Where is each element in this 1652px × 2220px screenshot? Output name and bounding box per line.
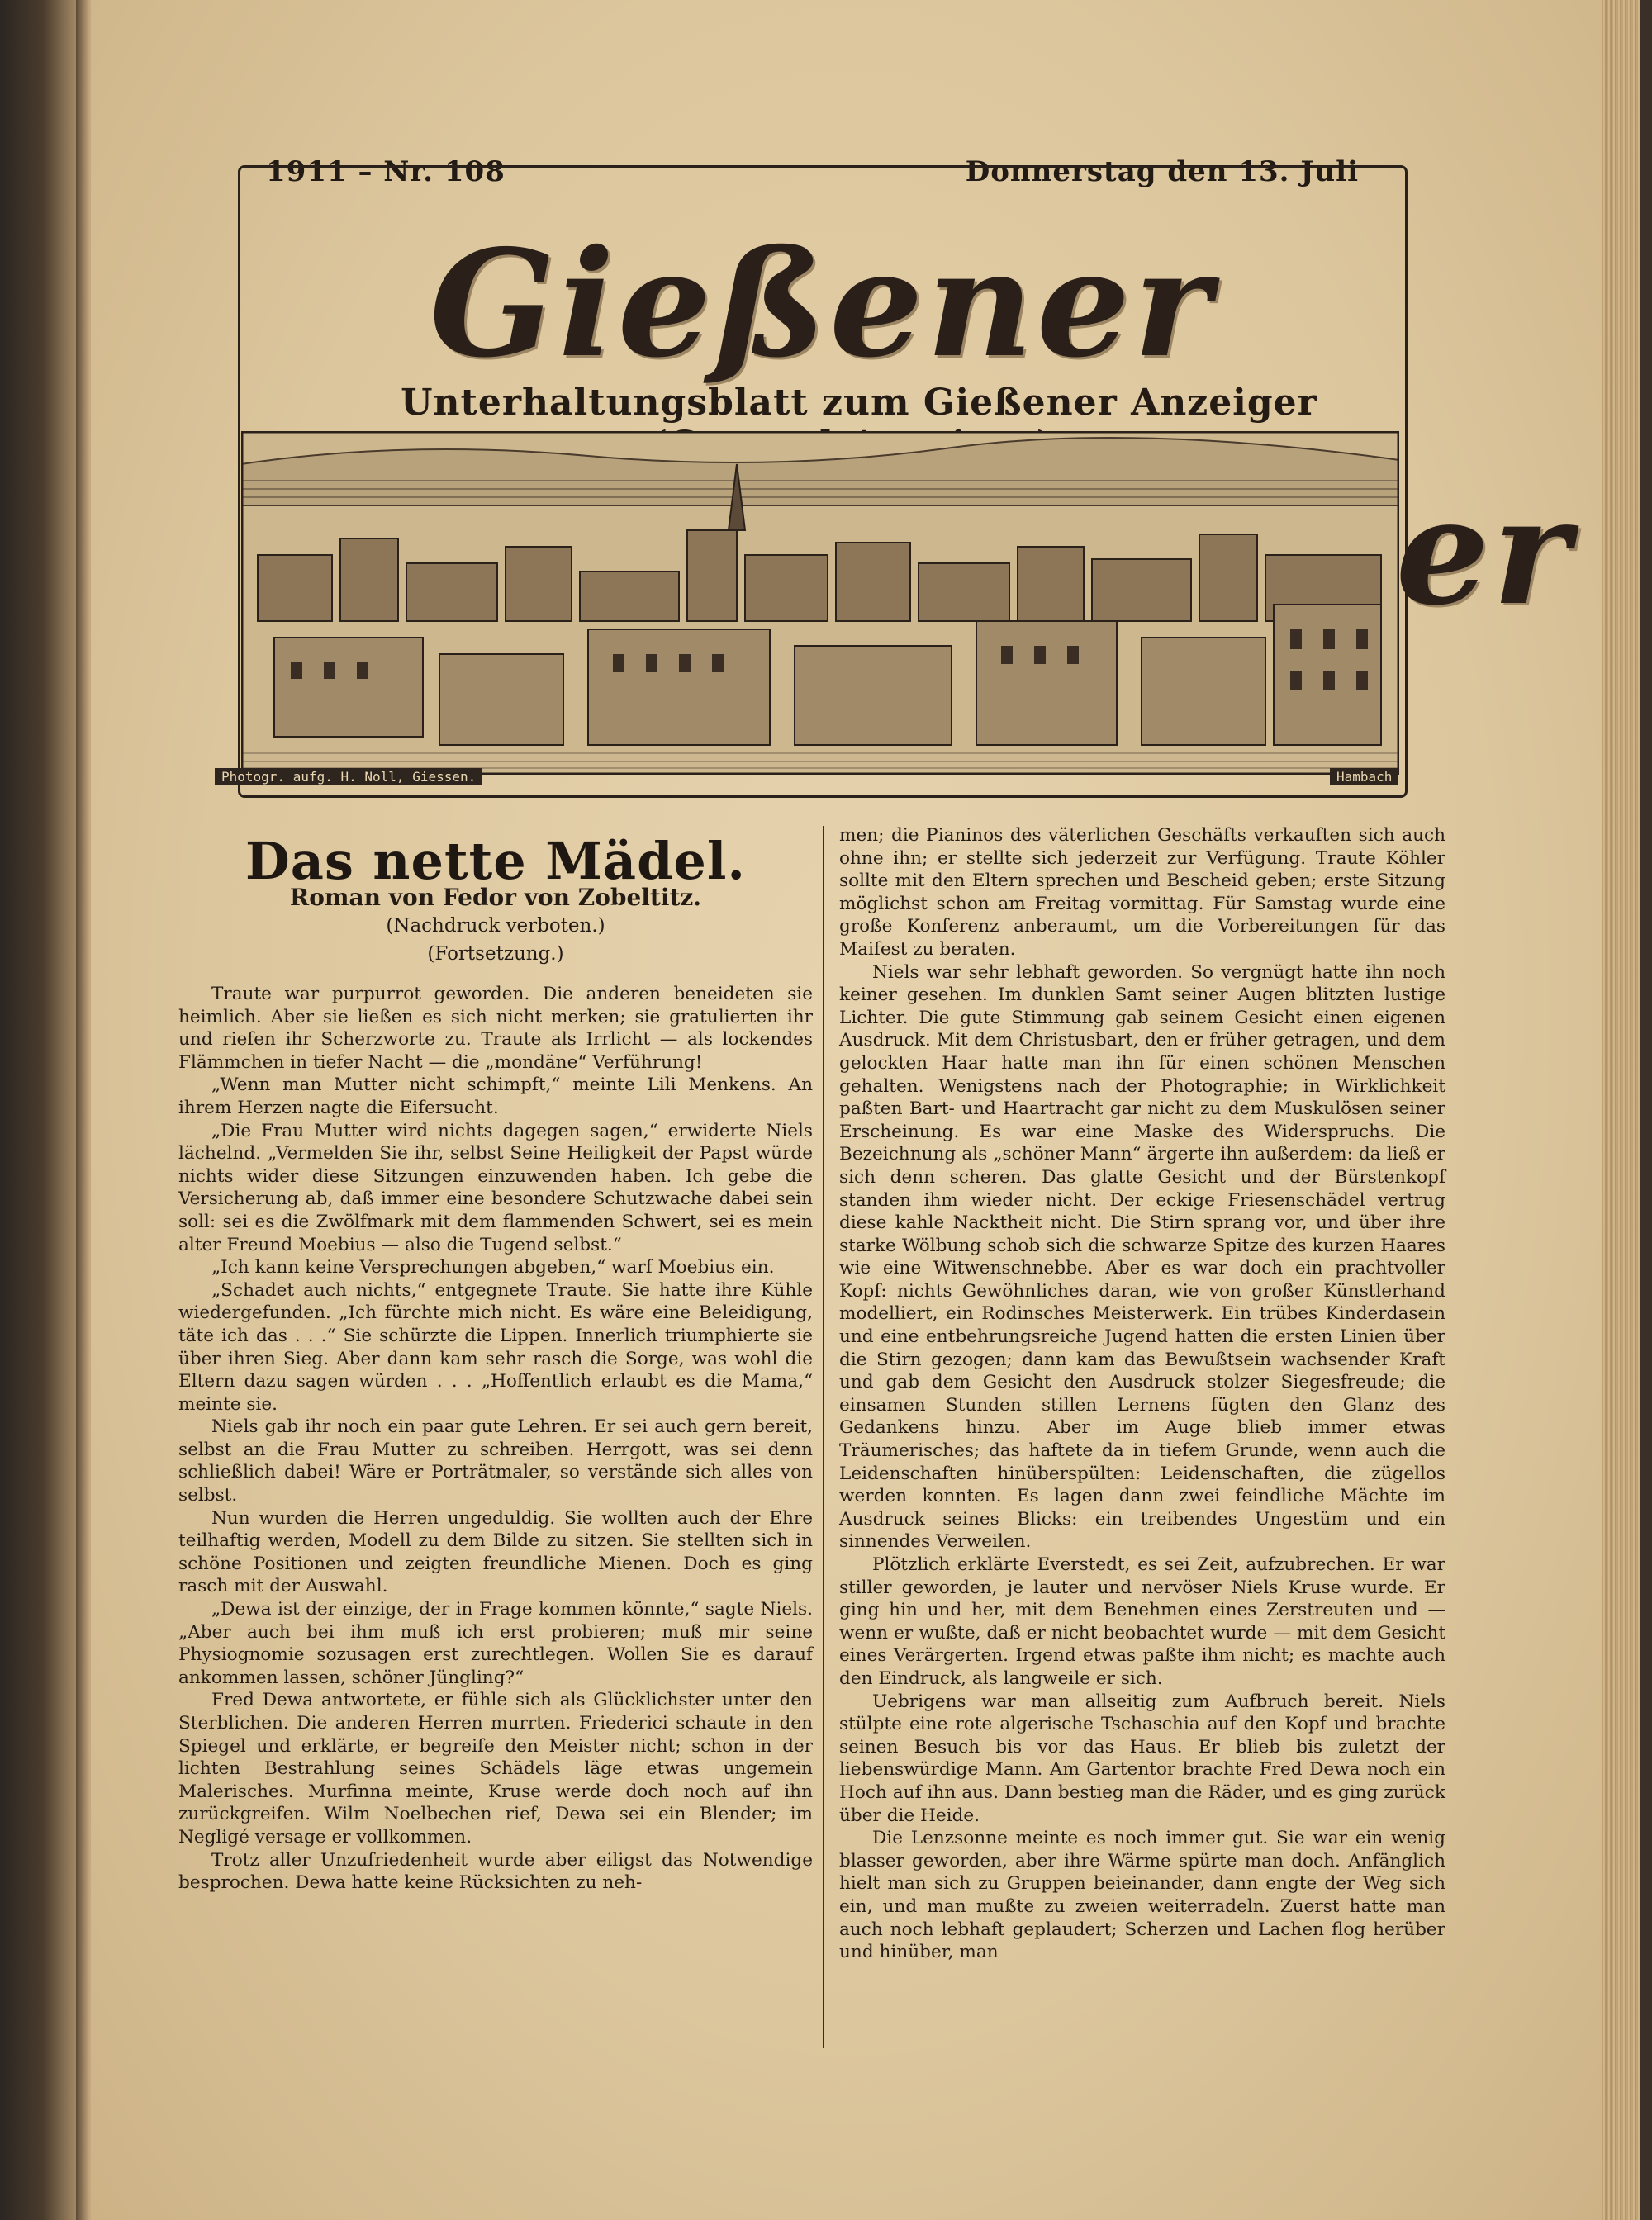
left-column <box>178 983 813 1895</box>
paragraph: men; die Pianinos des väterlichen Geschäfts verkauften sich auch ohne ihn; er stellte sich jederzeit zur Verfügung. Traute Köhler sollte mit den Eltern sprechen und Bescheid geben; erste Sitzung möglichst schon am Freitag vormittag. Für Samstag wurde eine große Konferenz anberaumt, um die Vorbereitungen für das Maifest zu beraten. <box>839 825 1446 960</box>
paragraph: Plötzlich erklärte Everstedt, es sei Zeit, aufzubrechen. Er war stiller geworden, je lauter und nervöser Niels Kruse wurde. Er ging hin und her, mit dem Benehmen eines Zerstreuten und — wenn er wußte, daß er nicht beobachtet wurde — mit dem Gesicht eines Verärgerten. Irgend etwas paßte ihm nicht; es machte auch den Eindruck, als langweile er sich. <box>839 1554 1446 1689</box>
issue-number: 1911 – Nr. 108 <box>266 155 506 188</box>
page-stack-edges <box>1602 0 1652 2220</box>
paragraph: Niels gab ihr noch ein paar gute Lehren. Er sei auch gern bereit, selbst an die Frau Mutter zu schreiben. Herrgott, was sei denn schließlich dabei! Wäre er Porträtmaler, so verstände sich alles von selbst. <box>178 1416 813 1506</box>
masthead-subtitle: Unterhaltungsblatt zum Gießener Anzeiger <box>401 382 1317 424</box>
continuation-note: (Fortsetzung.) <box>427 943 564 965</box>
paragraph: Die Lenzsonne meinte es noch immer gut. Sie war ein wenig blasser geworden, aber ihre Wärme spürte man doch. Anfänglich hielt man sich zu Gruppen beieinander, dann engte der Weg sich ein, und man mußte zu zweien weiterradeln. Zuerst hatte man auch noch lebhaft geplaudert; Scherzen und Lachen flog herüber und hinüber, man <box>839 1828 1446 1963</box>
issue-date: Donnerstag den 13. Juli <box>965 155 1359 188</box>
city-engraving <box>241 431 1399 775</box>
copyright-note: (Nachdruck verboten.) <box>386 915 605 937</box>
paragraph: Trotz aller Unzufriedenheit wurde aber eiligst das Notwendige besprochen. Dewa hatte keine Rücksichten zu neh- <box>178 1849 813 1894</box>
engraver-credit: Hambach <box>1330 768 1398 785</box>
masthead-title: Gießener <box>430 217 1214 390</box>
paragraph: Nun wurden die Herren ungeduldig. Sie wollten auch der Ehre teilhaftig werden, Modell zu dem Bilde zu sitzen. Sie stellten sich in schöne Positionen und zeigten freundliche Mienen. Doch es ging rasch mit der Auswahl. <box>178 1507 813 1597</box>
paragraph: „Wenn man Mutter nicht schimpft,“ meinte Lili Menkens. An ihrem Herzen nagte die Eifersucht. <box>178 1074 813 1118</box>
paragraph: Traute war purpurrot geworden. Die anderen beneideten sie heimlich. Aber sie ließen es sich nicht merken; sie gratulierten ihr und riefen ihr Scherzworte zu. Traute als Irrlicht — als lockendes Flämmchen in tiefer Nacht — die „mondäne“ Verführung! <box>178 984 813 1073</box>
story-title: Das nette Mädel. <box>245 831 746 891</box>
story-byline: Roman von Fedor von Zobeltitz. <box>289 884 702 911</box>
photo-credit: Photogr. aufg. H. Noll, Giessen. <box>215 768 482 785</box>
column-rule <box>823 826 824 2048</box>
right-column <box>839 824 1446 1964</box>
paragraph: „Dewa ist der einzige, der in Frage kommen könnte,“ sagte Niels. „Aber auch bei ihm muß ich erst probieren; muß mir seine Physiognomie sozusagen erst zurechtlegen. Wollen Sie es darauf ankommen lassen, schöner Jüngling?“ <box>178 1599 813 1688</box>
paragraph: „Schadet auch nichts,“ entgegnete Traute. Sie hatte ihre Kühle wiedergefunden. „Ich fürchte mich nicht. Es wäre eine Beleidigung, täte ich das . . .“ Sie schürzte die Lippen. Innerlich triumphierte sie über ihren Sieg. Aber dann kam sehr rasch die Sorge, was wohl die Eltern dazu sagen würden . . . „Hoffentlich erlaubt es die Mama,“ meinte sie. <box>178 1279 813 1415</box>
paragraph: „Ich kann keine Versprechungen abgeben,“ warf Moebius ein. <box>211 1257 775 1278</box>
paragraph: „Die Frau Mutter wird nichts dagegen sagen,“ erwiderte Niels lächelnd. „Vermelden Sie ihr, selbst Seine Heiligkeit der Papst würde nichts wider diese Sitzungen einzuwenden haben. Ich gebe die Versicherung ab, daß immer eine besondere Schutzwache dabei sein soll: sei es die Zwölfmark mit dem flammenden Schwert, sei es mein alter Freund Moebius — also die Tugend selbst.“ <box>178 1120 813 1255</box>
paragraph: Fred Dewa antwortete, er fühle sich als Glücklichster unter den Sterblichen. Die anderen Herren murrten. Friederici schaute in den Spiegel und erklärte, er begreife den Meister nicht; schon in der lichten Bestrahlung seines Schädels läge etwas ungemein Malerisches. Murfinna meinte, Kruse werde doch noch auf ihn zurückgreifen. Wilm Noelbechen rief, Dewa sei ein Blender; im Negligé versage er vollkommen. <box>178 1690 813 1848</box>
paragraph: Uebrigens war man allseitig zum Aufbruch bereit. Niels stülpte eine rote algerische Tschaschia auf den Kopf und brachte seinen Besuch bis vor das Haus. Er blieb bis zuletzt der liebenswürdige Mann. Am Gartentor brachte Fred Dewa noch ein Hoch auf ihn aus. Dann bestieg man die Räder, und es ging zurück über die Heide. <box>839 1691 1446 1826</box>
left-page-edge <box>0 0 78 2220</box>
paragraph: Niels war sehr lebhaft geworden. So vergnügt hatte ihn noch keiner gesehen. Im dunklen Samt seiner Augen blitzten lustige Lichter. Die gute Stimmung gab seinem Gesicht einen eigenen Ausdruck. Mit dem Christusbart, den er früher getragen, und dem gelockten Haar hatte man ihn für einen schönen Menschen gehalten. Wenigstens nach der Photographie; in Wirklichkeit paßten Bart- und Haartracht gar nicht zu dem Muskulösen seiner Erscheinung. Es war eine Maske des Widerspruchs. Die Bezeichnung als „schöner Mann“ ärgerte ihn außerdem: da ließ er sich denn scheren. Das glatte Gesicht und der Bürstenkopf standen ihm wieder nicht. Der eckige Friesenschädel vertrug diese kahle Nacktheit nicht. Die Stirn sprang vor, und über ihre starke Wölbung schob sich die schwarze Spitze des kurzen Haares wie eine Witwenschnebbe. Aber es war doch ein prachtvoller Kopf: nichts Gewöhnliches daran, wie von großer Künstlerhand modelliert, ein Rodinsches Meisterwerk. Ein trübes Kinderdasein und eine entbehrungsreiche Jugend hatten die ersten Linien über die Stirn gezogen; dann kam das Bewußtsein wachsender Kraft und gab dem Gesicht den Ausdruck stolzer Siegesfreude; die einsamen Stunden stillen Lernens fügten den Glanz des Gedankens hinzu. Aber im Auge blieb immer etwas Träumerisches; das haftete da in tiefem Grunde, wenn auch die Leidenschaften hinüberspülten: Leidenschaften, die zügellos werden konnten. Es lagen dann zwei feindliche Mächte im Ausdruck seines Blicks: ein treibendes Ungestüm und ein sinnendes Verweilen. <box>839 961 1446 1553</box>
